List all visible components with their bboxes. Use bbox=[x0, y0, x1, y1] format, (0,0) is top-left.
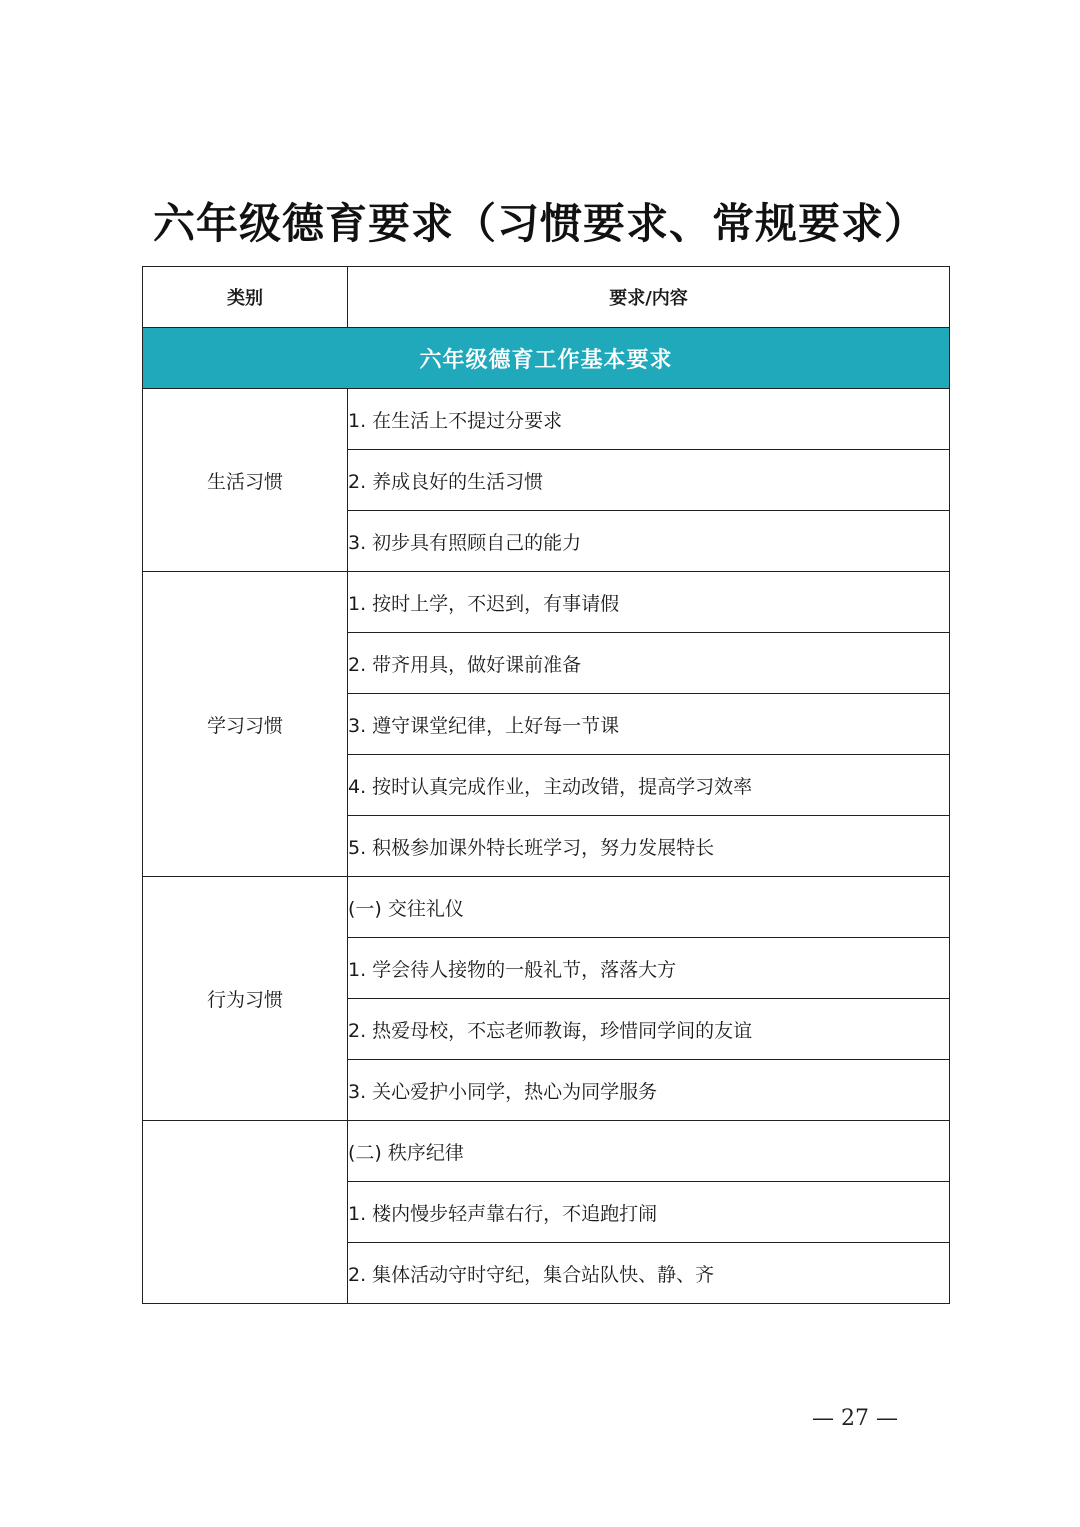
requirement-item: 4. 按时认真完成作业，主动改错，提高学习效率 bbox=[348, 755, 950, 816]
banner-row bbox=[143, 328, 950, 389]
category-cell: 生活习惯 bbox=[143, 389, 348, 572]
requirement-item: 1. 楼内慢步轻声靠右行，不追跑打闹 bbox=[348, 1182, 950, 1243]
requirement-item: 1. 在生活上不提过分要求 bbox=[348, 389, 950, 450]
category-cell bbox=[143, 1121, 348, 1304]
requirement-item: 2. 带齐用具，做好课前准备 bbox=[348, 633, 950, 694]
table-header-row bbox=[143, 267, 950, 328]
section-banner: 六年级德育工作基本要求 bbox=[143, 328, 950, 389]
table-row bbox=[143, 389, 950, 450]
requirement-item: (一) 交往礼仪 bbox=[348, 877, 950, 938]
page-title: 六年级德育要求（习惯要求、常规要求） bbox=[152, 199, 927, 248]
header-category: 类别 bbox=[143, 267, 348, 328]
requirement-item: 3. 遵守课堂纪律，上好每一节课 bbox=[348, 694, 950, 755]
requirement-item: 3. 初步具有照顾自己的能力 bbox=[348, 511, 950, 572]
table-row bbox=[143, 877, 950, 938]
requirement-item: 1. 学会待人接物的一般礼节，落落大方 bbox=[348, 938, 950, 999]
requirement-item: 5. 积极参加课外特长班学习，努力发展特长 bbox=[348, 816, 950, 877]
requirement-item: 2. 热爱母校，不忘老师教诲，珍惜同学间的友谊 bbox=[348, 999, 950, 1060]
requirement-item: (二) 秩序纪律 bbox=[348, 1121, 950, 1182]
table-row bbox=[143, 1121, 950, 1182]
category-cell: 行为习惯 bbox=[143, 877, 348, 1121]
page-number: — 27 — bbox=[812, 1406, 898, 1431]
requirement-item: 2. 集体活动守时守纪，集合站队快、静、齐 bbox=[348, 1243, 950, 1304]
category-cell: 学习习惯 bbox=[143, 572, 348, 877]
requirement-item: 3. 关心爱护小同学，热心为同学服务 bbox=[348, 1060, 950, 1121]
header-content: 要求/内容 bbox=[348, 267, 950, 328]
requirement-item: 2. 养成良好的生活习惯 bbox=[348, 450, 950, 511]
requirement-item: 1. 按时上学，不迟到，有事请假 bbox=[348, 572, 950, 633]
table-row bbox=[143, 572, 950, 633]
requirements-table bbox=[142, 266, 950, 1304]
